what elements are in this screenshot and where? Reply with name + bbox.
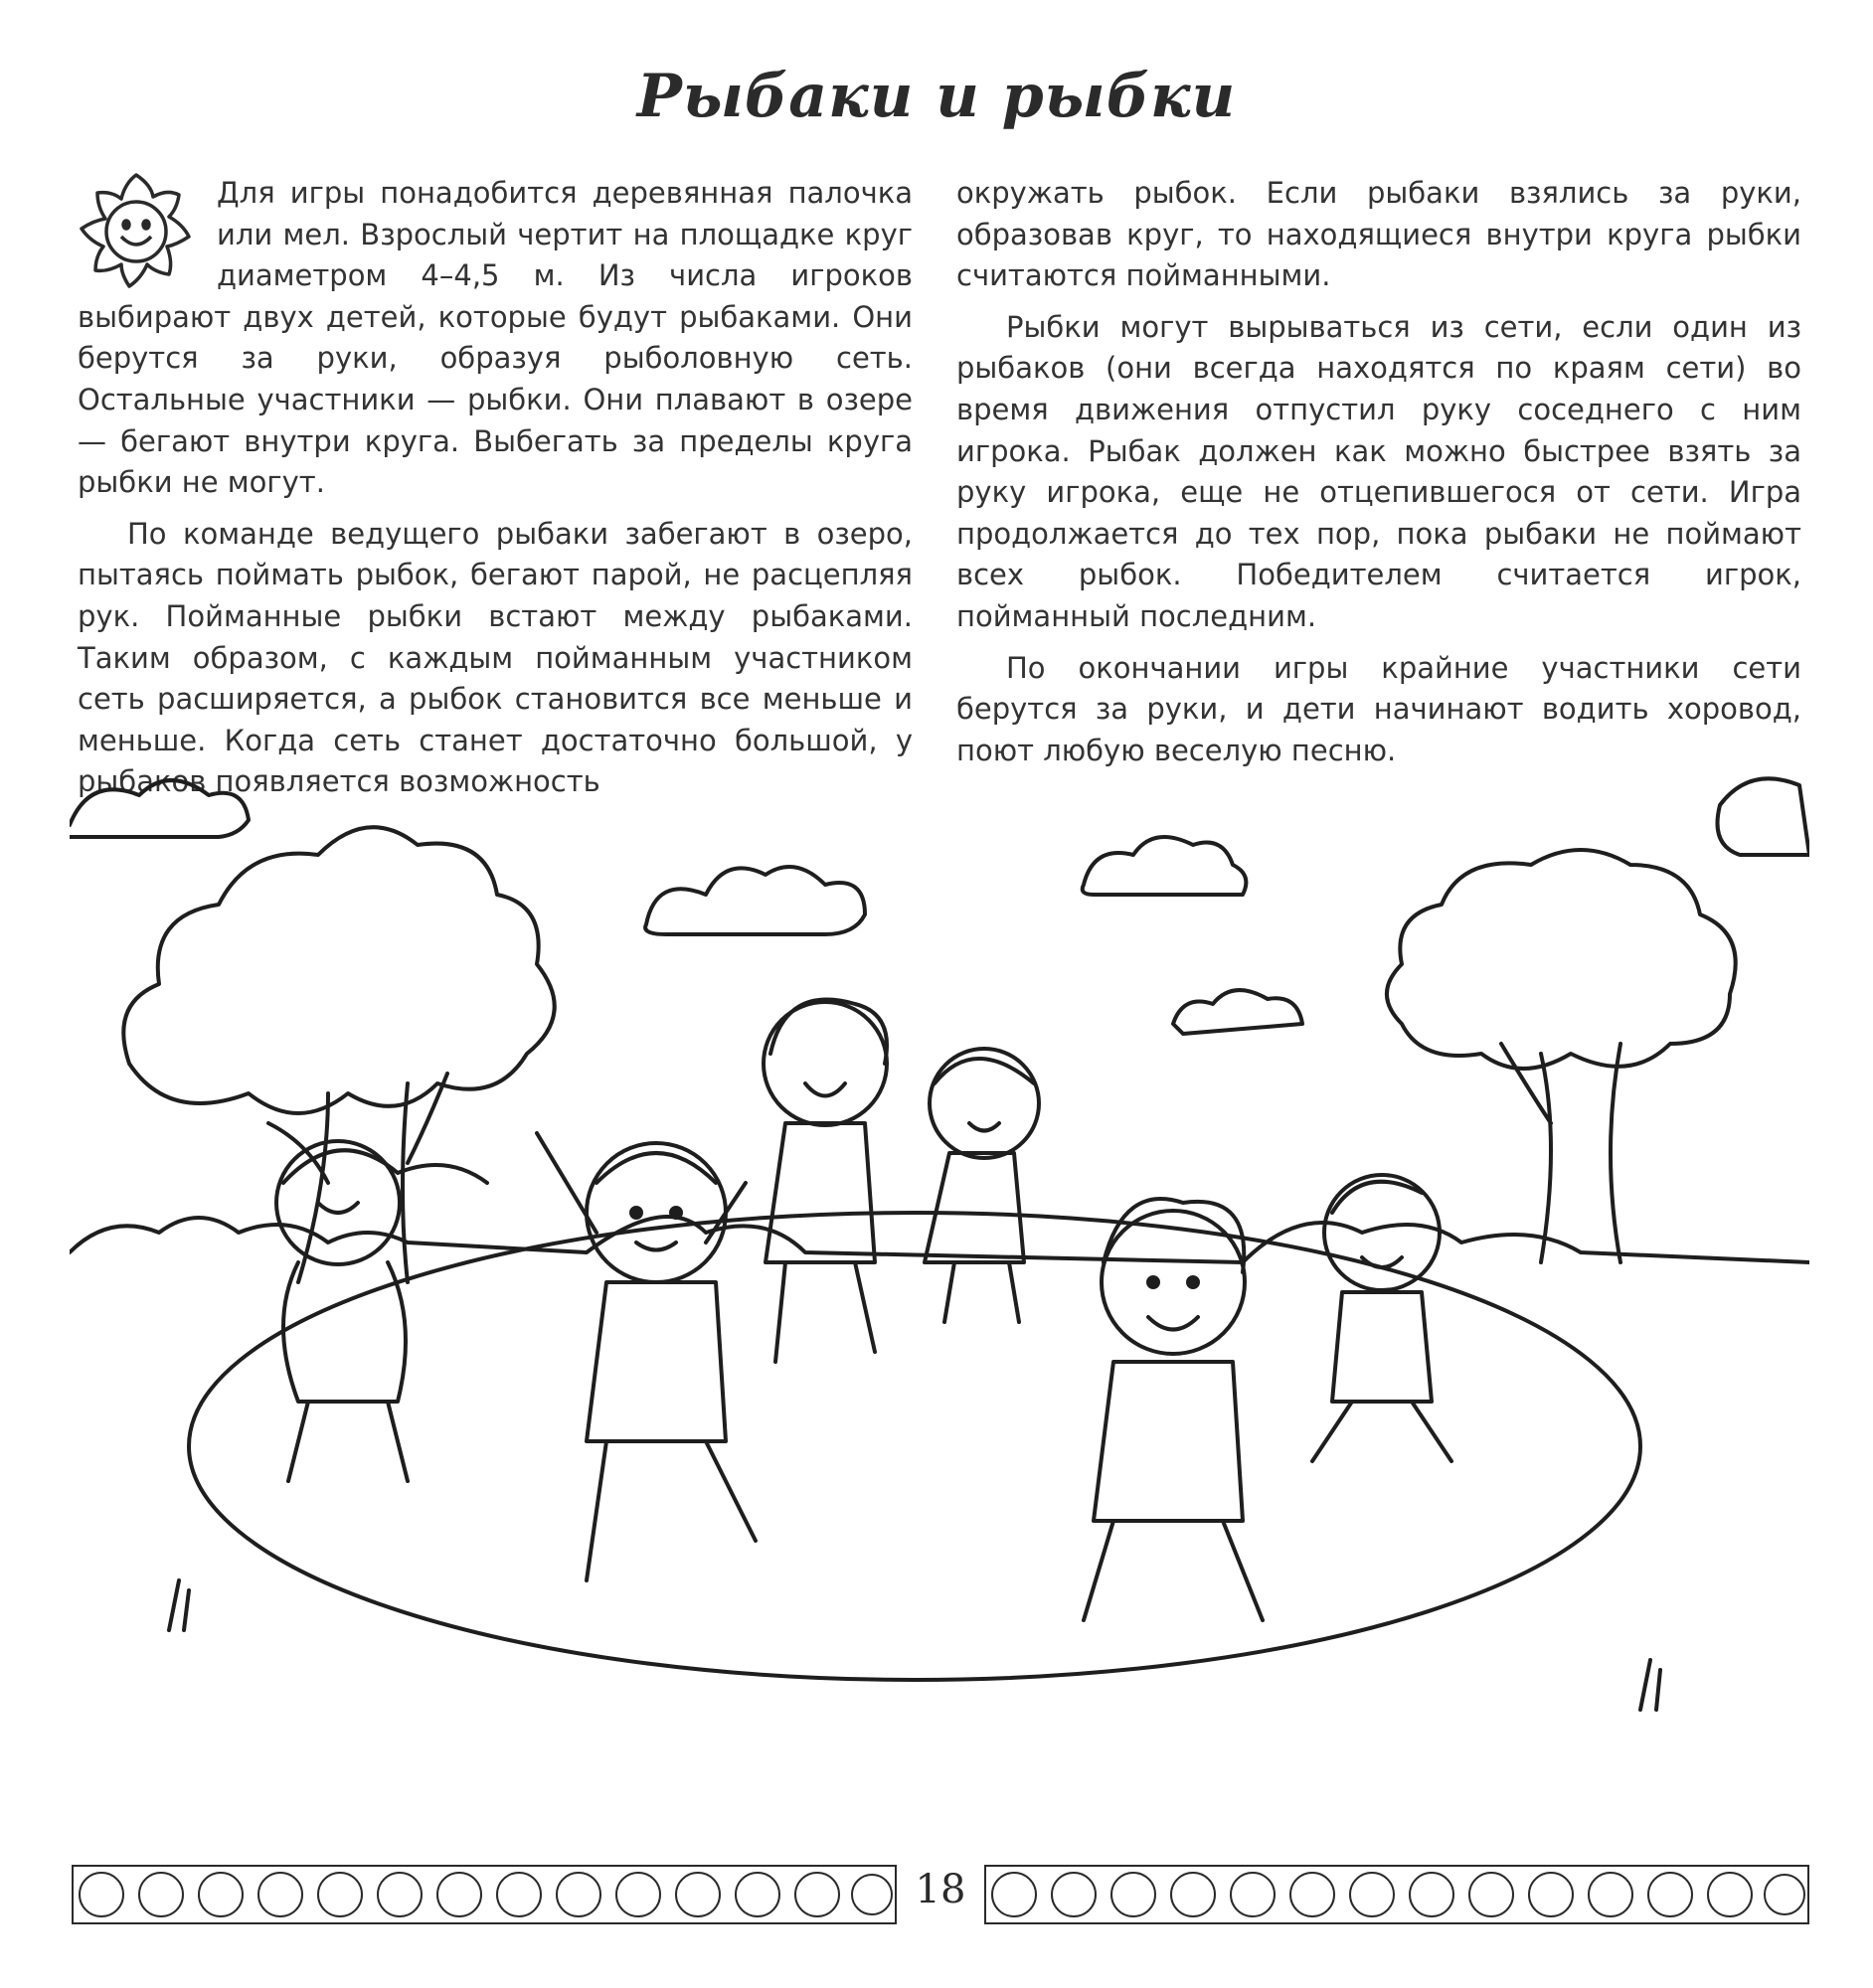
child-back-girl [925, 1049, 1039, 1322]
cloud [1173, 990, 1302, 1034]
child-left [276, 1141, 487, 1481]
paragraph: Для игры понадобится деревянная палочка или мел. Взрослый чертит на площадке круг диаметром 4–4,5 м. Из числа игроков выбирают двух детей, которые будут рыбаками. Они берутся за руки, образуя рыболовную сеть. Остальные участники — рыбки. Они плавают в озере — бегают внутри круга. Выбегать за пределы круга рыбки не могут. [78, 176, 913, 500]
child-center-left [537, 1133, 756, 1580]
decorative-border-left [72, 1865, 897, 1924]
text-column-left [78, 173, 913, 813]
tree-trunk-left [268, 1074, 447, 1282]
cloud [1083, 837, 1247, 895]
tree-crown-right [1387, 850, 1736, 1069]
cloud [70, 780, 249, 837]
page-title: Рыбаки и рыбки [636, 62, 1237, 131]
children-playing-illustration [70, 765, 1809, 1839]
tree-crown-left [123, 827, 554, 1113]
decorative-border-right [984, 1865, 1809, 1924]
paragraph: По окончании игры крайние участники сети берутся за руки, и дети начинают водить хоровод, поют любую веселую песню. [956, 650, 1801, 767]
paragraph: окружать рыбок. Если рыбаки взялись за руки, образовав круг, то находящиеся внутри круга рыбки считаются пойманными. [956, 176, 1801, 293]
child-right [1312, 1175, 1451, 1461]
tree-trunk-right [1501, 1044, 1620, 1262]
child-back-boy [764, 1000, 887, 1362]
paragraph: Рыбки могут вырываться из сети, если один из рыбаков (они всегда находятся по краям сети) во время движения отпустил руку соседнего с ним игрока. Рыбак должен как можно быстрее взять за руку игрока, еще не отцепившегося от сети. Игра продолжается до тех пор, пока рыбаки не поймают всех рыбок. Победителем считается игрок, пойманный последним. [956, 309, 1801, 633]
cloud [1718, 778, 1810, 855]
paragraph: По команде ведущего рыбаки забегают в озеро, пытаясь поймать рыбок, бегают парой, не расцепляя рук. Пойманные рыбки встают между рыбаками. Таким образом, с каждым пойманным участником сеть расширяется, а рыбок становится все меньше и меньше. Когда сеть станет достаточно большой, у рыбаков появляется возможность [78, 516, 913, 799]
text-column-right [956, 173, 1801, 781]
cloud [645, 867, 865, 934]
page-number: 18 [915, 1867, 966, 1912]
page-footer [0, 1847, 1873, 1936]
